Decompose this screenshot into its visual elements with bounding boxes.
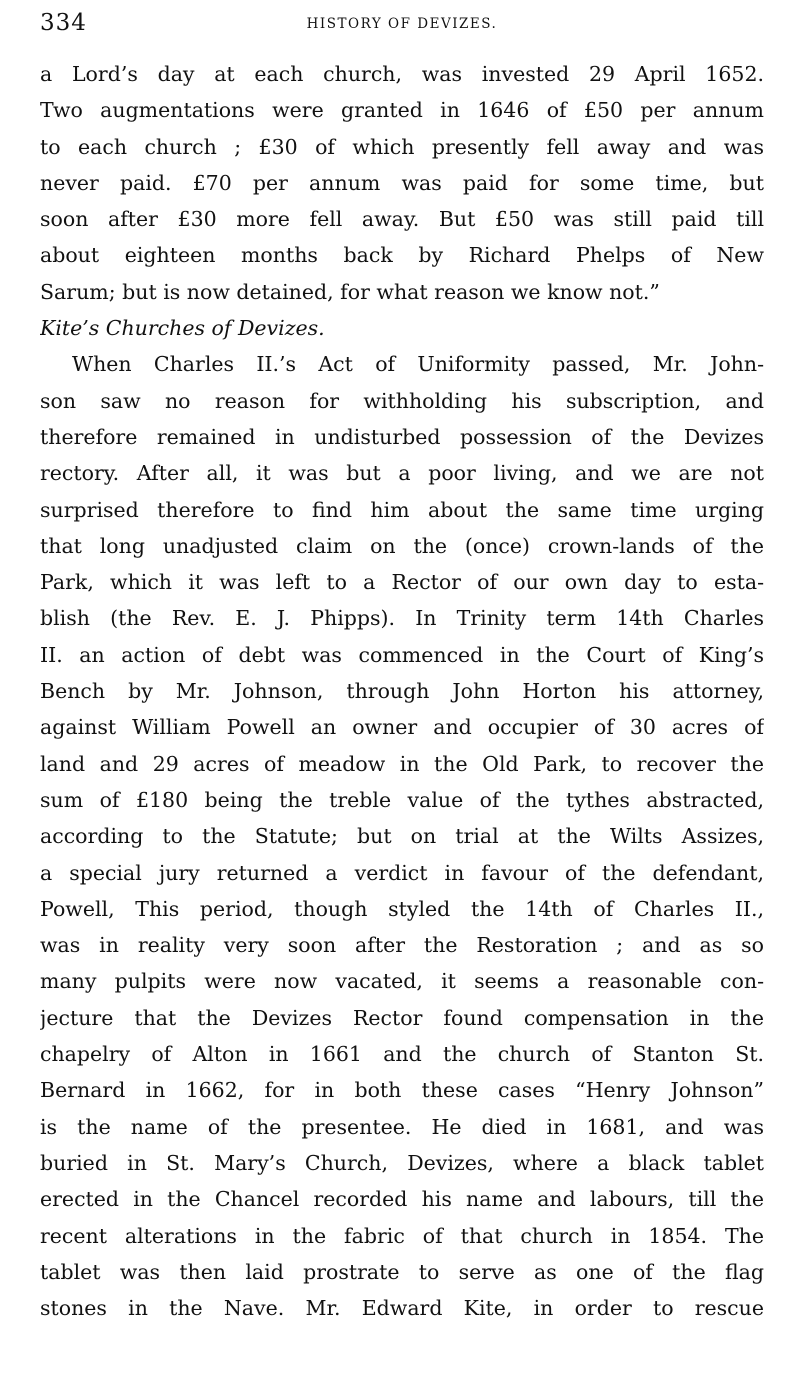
text-line: Bernard in 1662, for in both these cases “Henry Johnson” <box>40 1078 764 1103</box>
text-line: Powell, This period, though styled the 14th of Charles II., <box>40 896 764 921</box>
text-line: rectory. After all, it was but a poor living, and we are not <box>40 461 764 486</box>
text-line: surprised therefore to find him about the same time urging <box>40 497 764 522</box>
text-line: sum of £180 being the treble value of the tythes abstracted, <box>40 787 764 812</box>
text-line: to each church ; £30 of which presently fell away and was <box>40 134 764 159</box>
body-text <box>40 56 764 1326</box>
text-line: Park, which it was left to a Rector of our own day to esta- <box>40 570 764 595</box>
text-line: therefore remained in undisturbed possession of the Devizes <box>40 424 764 449</box>
text-line: land and 29 acres of meadow in the Old Park, to recover the <box>40 751 764 776</box>
text-line: is the name of the presentee. He died in 1681, and was <box>40 1114 764 1139</box>
text-line: Sarum; but is now detained, for what reason we know not.” <box>40 279 660 304</box>
text-line: about eighteen months back by Richard Phelps of New <box>40 243 764 268</box>
text-line: a special jury returned a verdict in favour of the defendant, <box>40 860 764 885</box>
page-number: 334 <box>40 10 87 36</box>
text-line: Two augmentations were granted in 1646 of £50 per annum <box>40 98 764 123</box>
citation-line: Kite’s Churches of Devizes. <box>40 316 325 341</box>
text-line: Bench by Mr. Johnson, through John Horton his attorney, <box>40 679 764 704</box>
text-line: recent alterations in the fabric of that church in 1854. The <box>40 1223 764 1248</box>
text-line: according to the Statute; but on trial at the Wilts Assizes, <box>40 824 764 849</box>
text-line: that long unadjusted claim on the (once) crown-lands of the <box>40 533 764 558</box>
running-title: HISTORY OF DEVIZES. <box>306 16 498 32</box>
text-line: son saw no reason for withholding his subscription, and <box>40 388 764 413</box>
text-line: jecture that the Devizes Rector found compensation in the <box>40 1005 764 1030</box>
text-line: soon after £30 more fell away. But £50 was still paid till <box>40 207 764 232</box>
text-line: was in reality very soon after the Restoration ; and as so <box>40 933 764 958</box>
text-line: When Charles II.’s Act of Uniformity passed, Mr. John- <box>72 352 764 377</box>
text-line: chapelry of Alton in 1661 and the church of Stanton St. <box>40 1042 764 1067</box>
text-line: buried in St. Mary’s Church, Devizes, where a black tablet <box>40 1150 764 1175</box>
text-line: against William Powell an owner and occupier of 30 acres of <box>40 715 764 740</box>
text-line: many pulpits were now vacated, it seems a reasonable con- <box>40 969 764 994</box>
text-line: never paid. £70 per annum was paid for some time, but <box>40 170 764 195</box>
page-header <box>40 8 764 40</box>
text-line: a Lord’s day at each church, was invested 29 April 1652. <box>40 62 764 86</box>
text-line: tablet was then laid prostrate to serve as one of the flag <box>40 1259 764 1284</box>
text-line: erected in the Chancel recorded his name and labours, till the <box>40 1187 764 1212</box>
text-line: stones in the Nave. Mr. Edward Kite, in order to rescue <box>40 1296 764 1321</box>
text-line: II. an action of debt was commenced in the Court of King’s <box>40 642 764 667</box>
text-line: blish (the Rev. E. J. Phipps). In Trinity term 14th Charles <box>40 606 764 631</box>
